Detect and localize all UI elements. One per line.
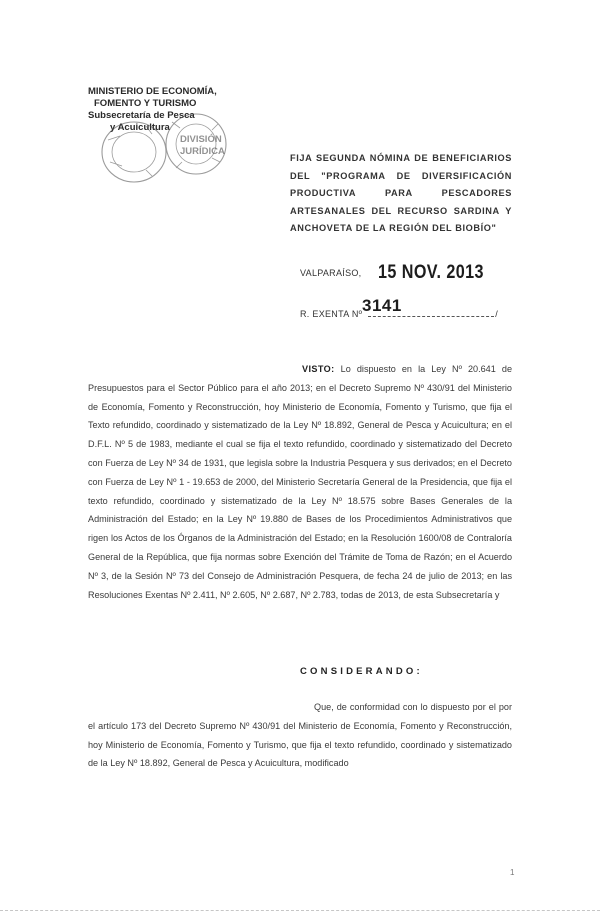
date-value: 15 NOV. 2013 [378,262,484,283]
ministry-line-3: Subsecretaría de Pesca [88,110,195,121]
stamp-text-line-1: DIVISIÓN [180,134,222,145]
considerando-paragraph: Que, de conformidad con lo dispuesto por el por el artículo 173 del Decreto Supremo Nº 430/91 del Ministerio de Economía, Fomento y Reconstrucción, hoy Ministerio de Economía, Fomento y Turismo, que fija el texto refundido, coordinado y sistematizado de la Ley Nº 18.892, General de Pesca y Acuicultura, modificado [88,702,512,769]
visto-paragraph [88,360,512,604]
page-bottom-edge [0,910,600,911]
visto-text: Lo dispuesto en la Ley Nº 20.641 de Presupuestos para el Sector Público para el año 2013; en el Decreto Supremo Nº 430/91 del Ministerio de Economía, Fomento y Reconstrucción, hoy Ministerio de Economía, Fomento y Turismo, que fija el Texto refundido, coordinado y sistematizado de la Ley Nº 18.892, General de Pesca y Acuicultura; en el D.F.L. Nº 5 de 1983, mediante el cual se fija el texto refundido, coordinado y sistematizado del Decreto con Fuerza de Ley Nº 34 de 1931, que legisla sobre la Industria Pesquera y sus derivados; en el Decreto con Fuerza de Ley Nº 1 - 19.653 de 2000, del Ministerio Secretaría General de la Presidencia, que fija el texto refundido, coordinado y sistematizado de la Ley Nº 18.575 sobre Bases Generales de la Administración del Estado; en la Ley Nº 19.880 de Bases de los Procedimientos Administrativos que rigen los Actos de los Órganos de la Administración del Estado; en la Resolución 1600/08 de Contraloría General de la República, que fija normas sobre Exención del Trámite de Toma de Razón; en el Acuerdo Nº 3, de la Sesión Nº 73 del Consejo de Administración Pesquera, de fecha 24 de julio de 2013; en las Resoluciones Exentas Nº 2.411, Nº 2.605, Nº 2.687, Nº 2.783, todas de 2013, de esta Subsecretaría y [88,364,512,600]
resolution-slash: / [495,309,498,319]
ministry-line-4: y Acuicultura [110,122,170,133]
resolution-number: 3141 [362,296,402,315]
date-row [300,262,503,284]
visto-label: VISTO: [302,364,335,374]
page-number: 1 [510,868,515,877]
ministry-line-2: FOMENTO Y TURISMO [94,98,197,109]
resolution-number-row [300,296,498,319]
considerando-heading: CONSIDERANDO: [300,666,423,677]
official-stamp [100,100,228,196]
resolution-title: FIJA SEGUNDA NÓMINA DE BENEFICIARIOS DEL "PROGRAMA DE DIVERSIFICACIÓN PRODUCTIVA PARA PESCADORES ARTESANALES DEL RECURSO SARDINA Y ANCHOVETA DE LA REGIÓN DEL BIOBÍO" [290,153,512,233]
stamp-text-line-2: JURÍDICA [180,146,225,157]
date-label: VALPARAÍSO, [300,268,362,278]
ministry-line-1: MINISTERIO DE ECONOMÍA, [88,86,217,97]
resolution-label: R. EXENTA Nº [300,309,363,319]
